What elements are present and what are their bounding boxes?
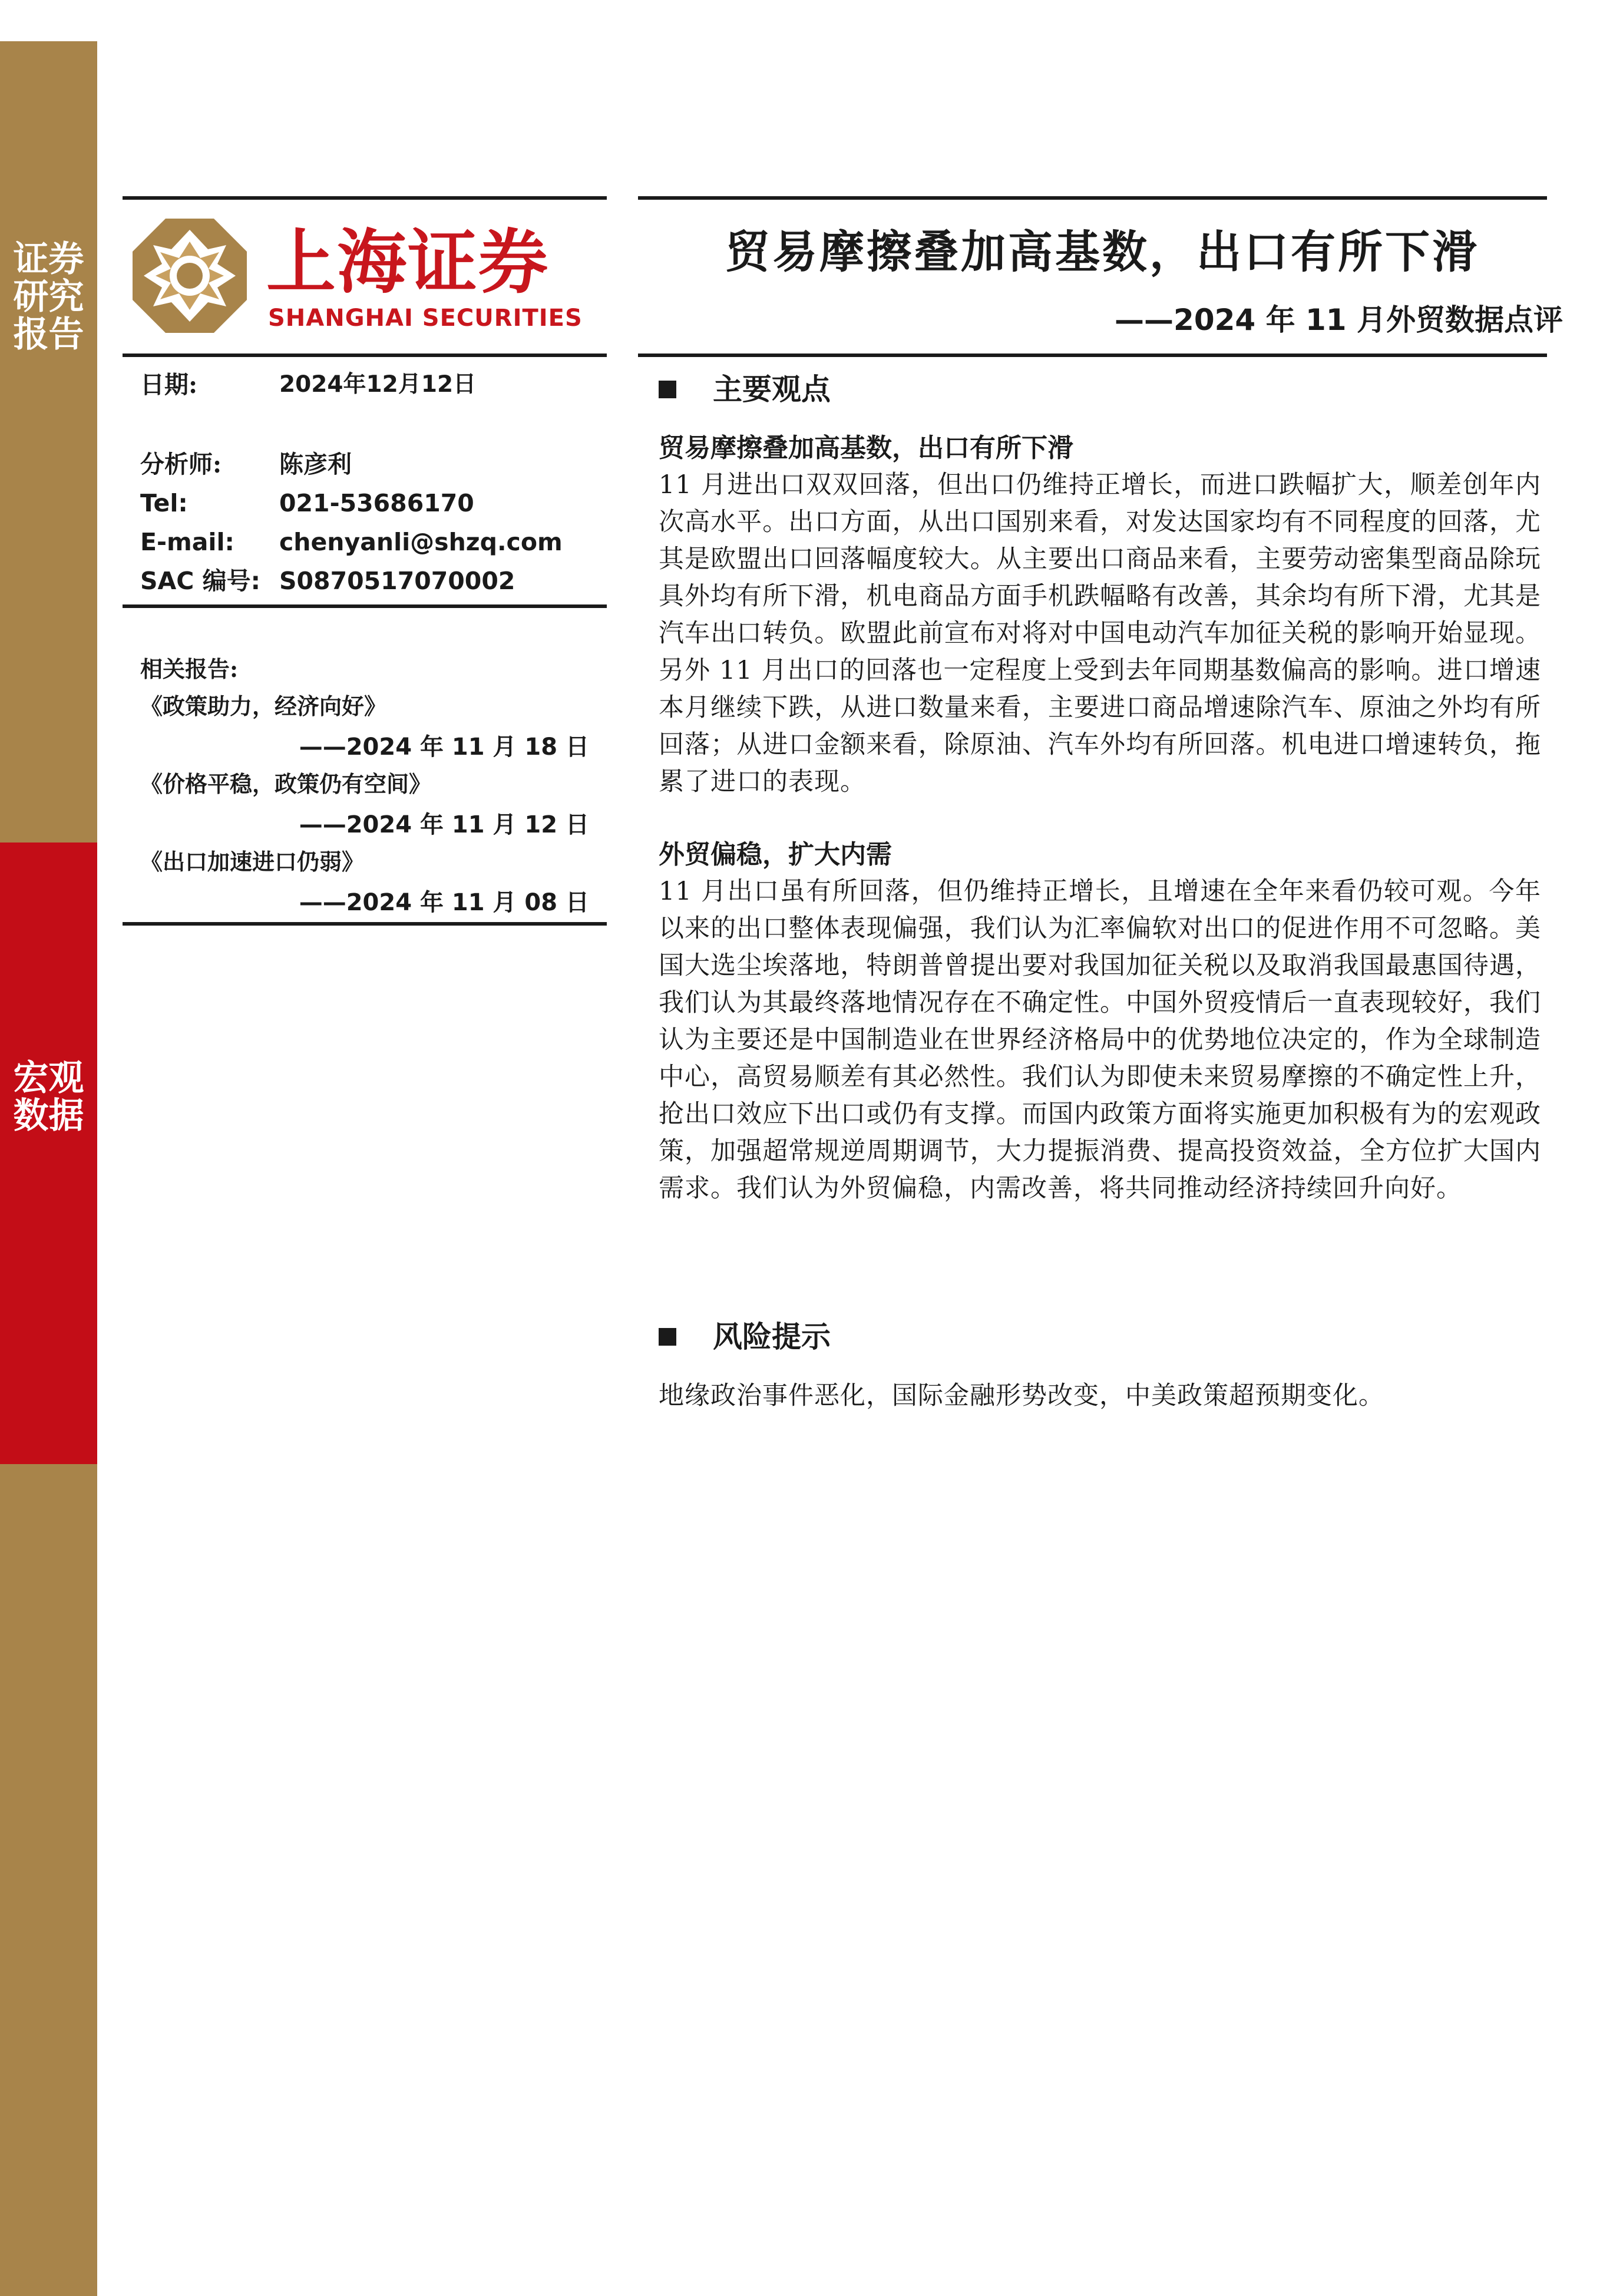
main-points-heading-text: 主要观点 xyxy=(713,372,831,407)
related-report-date: ——2024 年 11 月 08 日 xyxy=(299,889,589,916)
related-report-date: ——2024 年 11 月 12 日 xyxy=(299,811,589,838)
logo-chinese-name: 上海证券 xyxy=(266,222,550,303)
related-report-name[interactable]: 《出口加速进口仍弱》 xyxy=(140,848,365,875)
related-bottom-rule xyxy=(123,922,607,926)
risk-heading-text: 风险提示 xyxy=(713,1319,831,1354)
sidebar-category: 宏观数据 xyxy=(13,1058,84,1137)
paragraph-export-analysis: 11 月进出口双双回落，但出口仍维持正增长，而进口跌幅扩大，顺差创年内次高水平。出口方面，从出口国别来看，对发达国家均有不同程度的回落，尤其是欧盟出口回落幅度较大。从主要出口商品来看，主要劳动密集型商品除玩具外均有所下滑，机电商品方面手机跌幅略有改善，其余均有所下滑，尤其是汽车出口转负。欧盟此前宣布对将对中国电动汽车加征关税的影响开始显现。另外 11 月出口的回落也一定程度上受到去年同期基数偏高的影响。进口增速本月继续下跌，从进口数量来看，主要进口商品增速除汽车、原油之外均有所回落；从进口金额来看，除原油、汽车外均有所回落。机电进口增速转负，拖累了进口的表现。 xyxy=(659,470,1541,797)
email-label: E-mail: xyxy=(140,528,234,556)
subheading-trade-friction: 贸易摩擦叠加高基数，出口有所下滑 xyxy=(659,433,1073,463)
analyst-name: 陈彦利 xyxy=(279,450,352,478)
square-bullet-icon xyxy=(659,1328,676,1346)
risk-heading xyxy=(659,1317,831,1356)
meta-bottom-rule xyxy=(123,604,607,608)
right-header-rule xyxy=(638,354,1547,357)
related-report-name[interactable]: 《价格平稳，政策仍有空间》 xyxy=(140,771,432,797)
main-points-heading xyxy=(659,370,831,409)
tel-value: 021-53686170 xyxy=(279,489,474,517)
date-label: 日期: xyxy=(140,371,198,399)
report-title: 贸易摩擦叠加高基数，出口有所下滑 xyxy=(725,226,1479,278)
related-report-date: ——2024 年 11 月 18 日 xyxy=(299,734,589,761)
right-top-rule xyxy=(638,196,1547,200)
email-value[interactable]: chenyanli@shzq.com xyxy=(279,528,563,556)
sac-label: SAC 编号: xyxy=(140,567,261,595)
analyst-label: 分析师: xyxy=(140,450,222,478)
date-value: 2024年12月12日 xyxy=(279,371,477,398)
paragraph-outlook: 11 月出口虽有所回落，但仍维持正增长，且增速在全年来看仍较可观。今年以来的出口整体表现偏强，我们认为汇率偏软对出口的促进作用不可忽略。美国大选尘埃落地，特朗普曾提出要对我国加征关税以及取消我国最惠国待遇，我们认为其最终落地情况存在不确定性。中国外贸疫情后一直表现较好，我们认为主要还是中国制造业在世界经济格局中的优势地位决定的，作为全球制造中心，高贸易顺差有其必然性。我们认为即使未来贸易摩擦的不确定性上升，抢出口效应下出口或仍有支撑。而国内政策方面将实施更加积极有为的宏观政策，加强超常规逆周期调节，大力提振消费、提高投资效益，全方位扩大国内需求。我们认为外贸偏稳，内需改善，将共同推动经济持续回升向好。 xyxy=(659,877,1541,1203)
left-top-rule xyxy=(123,196,607,200)
sidebar-report-type: 证券研究报告 xyxy=(13,239,84,355)
sidebar-red-band xyxy=(0,843,97,1464)
tel-label: Tel: xyxy=(140,489,188,517)
left-header-rule xyxy=(123,354,607,357)
risk-text: 地缘政治事件恶化，国际金融形势改变，中美政策超预期变化。 xyxy=(659,1381,1384,1410)
subheading-trade-stable: 外贸偏稳，扩大内需 xyxy=(659,840,892,870)
related-reports-title: 相关报告: xyxy=(140,656,239,682)
report-subtitle: ——2024 年 11 月外贸数据点评 xyxy=(1115,303,1563,337)
square-bullet-icon xyxy=(659,381,676,398)
sac-value: S0870517070002 xyxy=(279,567,515,595)
related-report-name[interactable]: 《政策助力，经济向好》 xyxy=(140,693,387,719)
logo-english-name: SHANGHAI SECURITIES xyxy=(268,305,583,332)
shanghai-securities-logo-icon xyxy=(131,217,249,335)
